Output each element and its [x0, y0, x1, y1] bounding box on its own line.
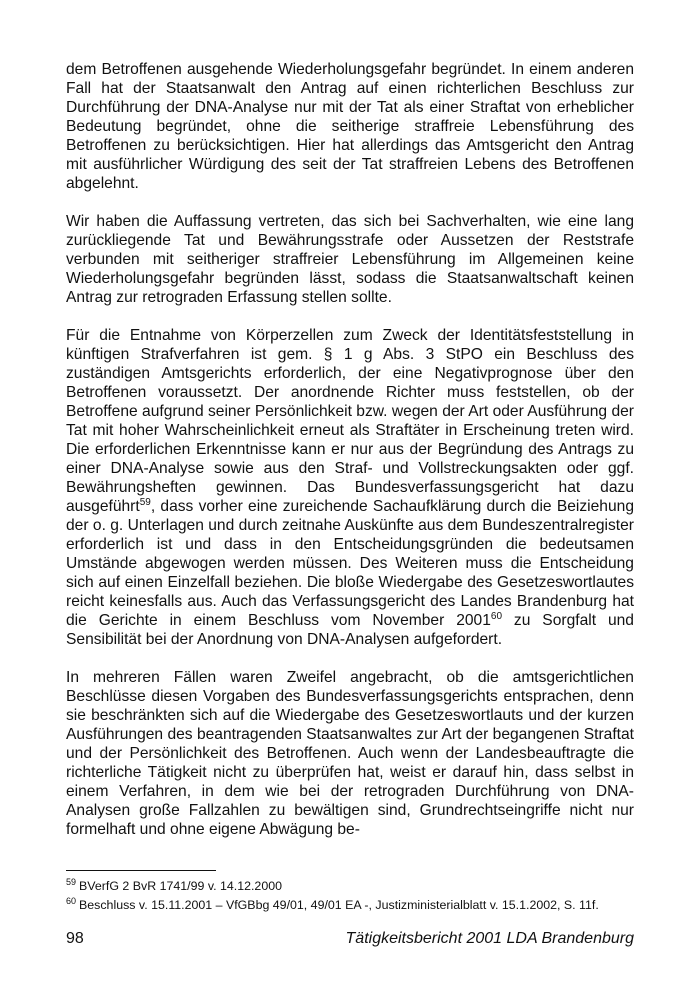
paragraph-text: zu Sorgfalt und Sensibilität bei der Anordnung von DNA-Analysen aufgefordert.	[66, 612, 634, 648]
footnote-ref[interactable]: 59	[139, 497, 151, 508]
paragraph	[66, 212, 634, 307]
footnote-number: 59	[66, 877, 77, 887]
footnote-text: BVerfG 2 BvR 1741/99 v. 14.12.2000	[79, 879, 282, 893]
paragraph	[66, 326, 634, 649]
paragraph	[66, 668, 634, 839]
footnote	[66, 877, 634, 896]
footnote-number: 60	[66, 896, 77, 906]
footnote-divider	[66, 870, 216, 871]
paragraph-text: In mehreren Fällen waren Zweifel angebracht, ob die amtsgerichtlichen Beschlüsse diesen Vorgaben des Bundesverfassungsgerichts entsprachen, denn sie beschränkten sich auf die Wiedergabe des Gesetzeswortlauts und der kurzen Ausführungen des beantragenden Staatsanwaltes zur Art der begangenen Straftat und der Persönlichkeit des Betroffenen. Auch wenn der Landesbeauftragte die richterliche Tätigkeit nicht zu überprüfen hat, weist er darauf hin, dass selbst in einem Verfahren, in dem wie bei der retrograden Durchführung von DNA-Analysen große Fallzahlen zu bewältigen sind, Grundrechtseingriffe nicht nur formelhaft und ohne eigene Abwägung be-	[66, 669, 634, 838]
running-title: Tätigkeitsbericht 2001 LDA Brandenburg	[345, 930, 634, 947]
footnote-text: Beschluss v. 15.11.2001 – VfGBbg 49/01, 49/01 EA -, Justizministerialblatt v. 15.1.2002, S. 11f.	[79, 898, 599, 912]
page-number: 98	[66, 930, 84, 947]
paragraph-text: Wir haben die Auffassung vertreten, das sich bei Sachverhalten, wie eine lang zurückliegende Tat und Bewährungsstrafe oder Aussetzen der Reststrafe verbunden mit seitheriger straffreier Lebensführung im Allgemeinen keine Wiederholungsgefahr begründen lässt, sodass die Staatsanwaltschaft keinen Antrag zur retrograden Erfassung stellen sollte.	[66, 213, 634, 306]
footnotes	[66, 877, 634, 915]
paragraph-text: dem Betroffenen ausgehende Wiederholungsgefahr begründet. In einem anderen Fall hat der Staatsanwalt den Antrag auf einen richterlichen Beschluss zur Durchführung der DNA-Analyse nur mit der Tat als einer Straftat von erheblicher Bedeutung begründet, ohne die seitherige straffreie Lebensführung des Betroffenen zu berücksichtigen. Hier hat allerdings das Amtsgericht den Antrag mit ausführlicher Würdigung des seit der Tat straffreien Lebens des Betroffenen abgelehnt.	[66, 61, 634, 192]
paragraph-text: Für die Entnahme von Körperzellen zum Zweck der Identitätsfeststellung in künftigen Strafverfahren ist gem. § 1 g Abs. 3 StPO ein Beschluss des zuständigen Amtsgerichts erforderlich, der eine Negativprognose über den Betroffenen voraussetzt. Der anordnende Richter muss feststellen, ob der Betroffene aufgrund seiner Persönlichkeit bzw. wegen der Art oder Ausführung der Tat mit hoher Wahrscheinlichkeit erneut als Straftäter in Erscheinung treten wird. Die erforderlichen Erkenntnisse kann er nur aus der Begründung des Antrags zu einer DNA-Analyse sowie aus den Straf- und Vollstreckungsakten oder ggf. Bewährungsheften gewinnen. Das Bundesverfassungsgericht hat dazu ausgeführt	[66, 327, 634, 515]
footnote	[66, 896, 634, 915]
paragraph	[66, 60, 634, 193]
paragraph-text: , dass vorher eine zureichende Sachaufklärung durch die Beiziehung der o. g. Unterlagen und durch zeitnahe Auskünfte aus dem Bundeszentralregister erforderlich ist und dass in den Entscheidungsgründen die bedeutsamen Umstände abgewogen werden müssen. Des Weiteren muss die Entscheidung sich auf einen Einzelfall beziehen. Die bloße Wiedergabe des Gesetzeswortlautes reicht keinesfalls aus. Auch das Verfassungsgericht des Landes Brandenburg hat die Gerichte in einem Beschluss vom November 2001	[66, 498, 634, 629]
footnote-ref[interactable]: 60	[490, 611, 503, 622]
document-body	[66, 60, 634, 858]
